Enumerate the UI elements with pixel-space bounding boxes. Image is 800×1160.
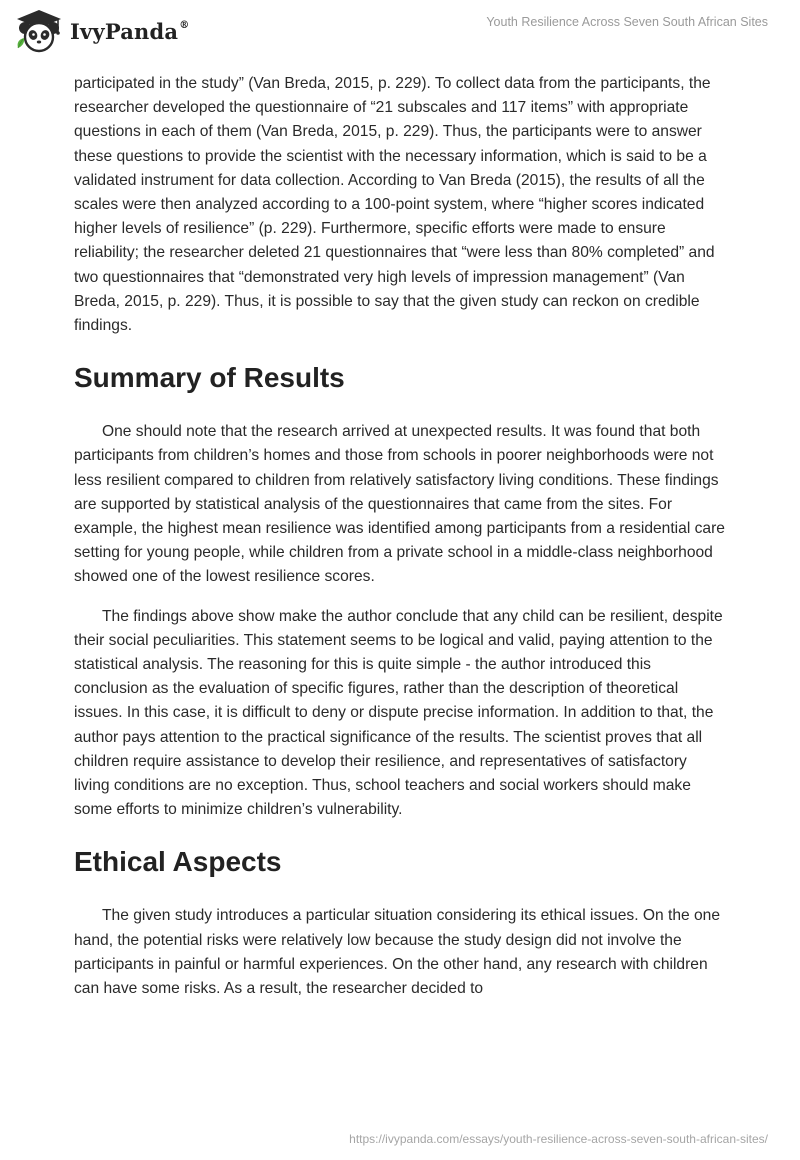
document-title: Youth Resilience Across Seven South African Sites bbox=[486, 15, 768, 29]
page-header bbox=[0, 0, 800, 66]
panda-graduate-icon bbox=[14, 8, 64, 54]
source-url[interactable]: https://ivypanda.com/essays/youth-resilience-across-seven-south-african-sites/ bbox=[349, 1132, 768, 1146]
paragraph-ethical: The given study introduces a particular situation considering its ethical issues. On the one hand, the potential risks were relatively low because the study design did not involve the participants in painful or harmful experiences. On the other hand, any research with children can have some risks. As a result, the researcher decided to bbox=[74, 907, 721, 998]
heading-ethical-aspects: Ethical Aspects bbox=[74, 846, 282, 878]
logo-text bbox=[70, 19, 189, 44]
registered-mark: ® bbox=[179, 19, 190, 31]
ivypanda-logo[interactable] bbox=[14, 8, 189, 54]
logo-wordmark: IvyPanda bbox=[70, 18, 179, 44]
paragraph-methodology: participated in the study” (Van Breda, 2015, p. 229). To collect data from the participants, the researcher developed the questionnaire of “21 subscales and 117 items” with appropriate questions in each of them (Van Breda, 2015, p. 229). Thus, the participants were to answer these questions to provide the scientist with the necessary information, which is said to be a validated instrument for data collection. According to Van Breda (2015), the results of all the scales were then analyzed according to a 100-point system, where “higher scores indicated higher levels of resilience” (p. 229). Furthermore, specific efforts were made to ensure reliability; the researcher deleted 21 questionnaires that “were less than 80% completed” and two questionnaires that “demonstrated very high levels of impression management” (Van Breda, 2015, p. 229). Thus, it is possible to say that the given study can reckon on credible findings. bbox=[74, 75, 715, 335]
essay-body bbox=[74, 72, 726, 1016]
paragraph-summary-2: The findings above show make the author conclude that any child can be resilient, despite their social peculiarities. This statement seems to be logical and valid, paying attention to the statistical analysis. The reasoning for this is quite simple - the author introduced this conclusion as the evaluation of specific figures, rather than the description of theoretical issues. In this case, it is difficult to deny or dispute precise information. In addition to that, the author pays attention to the practical significance of the results. The scientist proves that all children require assistance to develop their resilience, and representatives of satisfactory living conditions are no exception. Thus, school teachers and social workers should make some efforts to minimize children’s vulnerability. bbox=[74, 607, 723, 819]
paragraph-summary-1: One should note that the research arrived at unexpected results. It was found that both participants from children’s homes and those from schools in poorer neighborhoods were not less resilient compared to children from relatively satisfactory living conditions. These findings are supported by statistical analysis of the questionnaires that came from the sites. For example, the highest mean resilience was identified among participants from a residential care setting for young people, while children from a private school in a middle-class neighborhood showed one of the lowest resilience scores. bbox=[74, 423, 725, 586]
heading-summary-of-results: Summary of Results bbox=[74, 362, 345, 394]
